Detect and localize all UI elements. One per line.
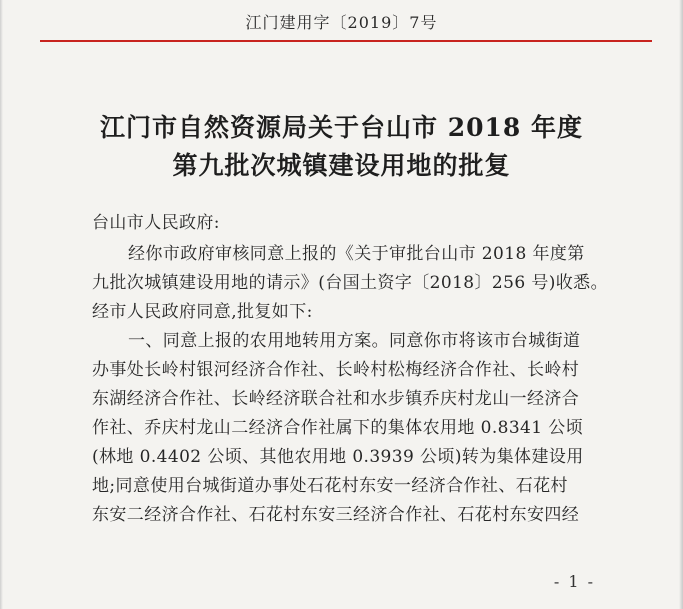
body-paragraph-line: 东安二经济合作社、石花村东安三经济合作社、石花村东安四经 (92, 505, 580, 525)
addressee: 台山市人民政府: (92, 213, 220, 233)
body-paragraph-line: 经你市政府审核同意上报的《关于审批台山市 2018 年度第 (128, 244, 585, 264)
body-paragraph-line: 作社、乔庆村龙山二经济合作社属下的集体农用地 0.8341 公顷 (92, 418, 584, 438)
scan-edge-left (0, 0, 3, 609)
document-title-line-1: 江门市自然资源局关于台山市 2018 年度 (100, 113, 583, 142)
body-paragraph-line: (林地 0.4402 公顷、其他农用地 0.3939 公顷)转为集体建设用 (92, 447, 584, 467)
scan-edge-right (679, 0, 683, 609)
body-paragraph-line: 一、同意上报的农用地转用方案。同意你市将该市台城街道 (128, 331, 581, 351)
document-title-line-2: 第九批次城镇建设用地的批复 (172, 151, 511, 180)
header-red-rule (40, 40, 652, 42)
body-paragraph-line: 地;同意使用台城街道办事处石花村东安一经济合作社、石花村 (92, 476, 568, 496)
page-number: - 1 - (553, 572, 595, 591)
body-paragraph-line: 九批次城镇建设用地的请示》(台国土资字〔2018〕256 号)收悉。 (92, 273, 608, 293)
document-number: 江门建用字〔2019〕7号 (245, 13, 438, 32)
body-paragraph-line: 办事处长岭村银河经济合作社、长岭村松梅经济合作社、长岭村 (92, 360, 580, 380)
body-paragraph-line: 东湖经济合作社、长岭经济联合社和水步镇乔庆村龙山一经济合 (92, 389, 580, 409)
body-paragraph-line: 经市人民政府同意,批复如下: (92, 302, 313, 322)
